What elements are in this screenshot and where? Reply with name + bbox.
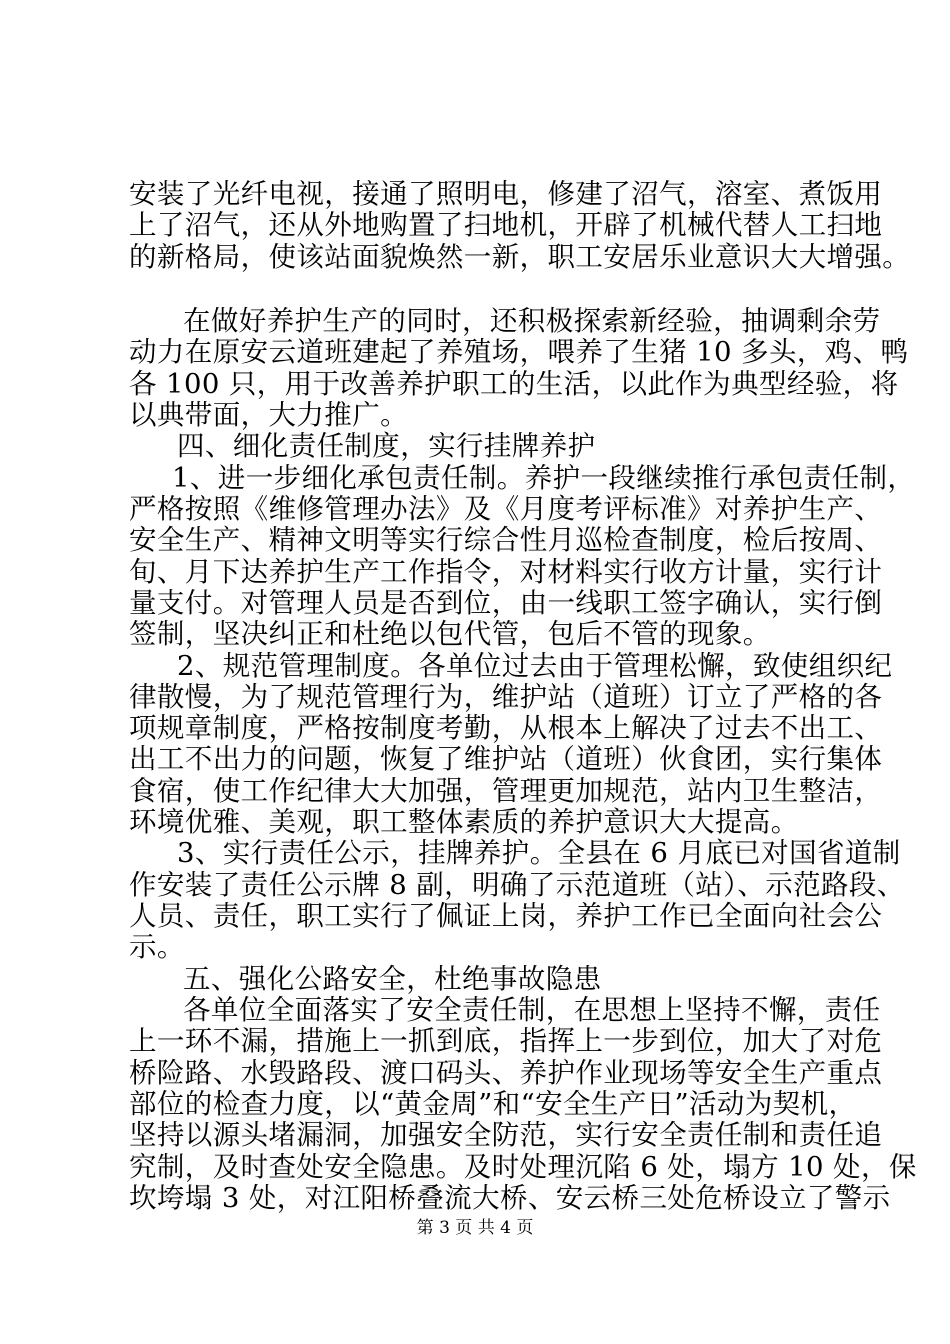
body-line: 签制，坚决纠正和杜绝以包代管，包后不管的现象。 [129,618,771,650]
body-line: 各单位全面落实了安全责任制，在思想上坚持不懈，责任 [183,994,881,1026]
body-line: 2、规范管理制度。各单位过去由于管理松懈，致使组织纪 [177,650,893,682]
body-line: 项规章制度，严格按制度考勤，从根本上解决了过去不出工、 [129,712,883,744]
body-line: 坚持以源头堵漏洞，加强安全防范，实行安全责任制和责任追 [129,1119,883,1151]
body-line: 量支付。对管理人员是否到位，由一线职工签字确认，实行倒 [129,587,883,619]
body-line: 以典带面，大力推广。 [129,399,408,431]
body-line: 1、进一步细化承包责任制。养护一段继续推行承包责任制， [172,462,916,494]
body-line: 严格按照《维修管理办法》及《月度考评标准》对养护生产、 [129,493,883,525]
body-line: 各 100 只，用于改善养护职工的生活，以此作为典型经验，将 [129,368,899,400]
body-line: 人员、责任，职工实行了佩证上岗，养护工作已全面向社会公 [129,900,883,932]
body-line: 部位的检查力度，以“黄金周”和“安全生产日”活动为契机， [129,1088,857,1120]
body-line: 食宿，使工作纪律大大加强，管理更加规范，站内卫生整洁， [129,775,883,807]
body-line: 出工不出力的问题，恢复了维护站（道班）伙食团，实行集体 [129,743,883,775]
body-line: 安全生产、精神文明等实行综合性月巡检查制度，检后按周、 [129,524,883,556]
body-line: 坎垮塌 3 处，对江阳桥叠流大桥、安云桥三处危桥设立了警示 [129,1182,891,1214]
body-line: 律散慢，为了规范管理行为，维护站（道班）订立了严格的各 [129,681,883,713]
body-line: 环境优雅、美观，职工整体素质的养护意识大大提高。 [129,806,799,838]
body-line: 3、实行责任公示，挂牌养护。全县在 6 月底已对国省道制 [177,837,901,869]
body-line: 的新格局，使该站面貌焕然一新，职工安居乐业意识大大增强。 [129,241,911,273]
body-line: 示。 [129,931,185,963]
body-line: 作安装了责任公示牌 8 副，明确了示范道班（站）、示范路段、 [129,869,905,901]
body-line: 上了沼气，还从外地购置了扫地机，开辟了机械代替人工扫地 [129,209,883,241]
body-line: 桥险路、水毁路段、渡口码头、养护作业现场等安全生产重点 [129,1057,883,1089]
body-line: 旬、月下达养护生产工作指令，对材料实行收方计量，实行计 [129,556,883,588]
body-line: 动力在原安云道班建起了养殖场，喂养了生猪 10 多头，鸡、鸭 [129,336,909,368]
body-line: 在做好养护生产的同时，还积极探索新经验，抽调剩余劳 [183,305,881,337]
body-line: 上一环不漏，措施上一抓到底，指挥上一步到位，加大了对危 [129,1025,883,1057]
body-line: 安装了光纤电视，接通了照明电，修建了沼气，溶室、煮饭用 [129,178,883,210]
section-heading: 五、强化公路安全，杜绝事故隐患 [183,963,602,995]
section-heading: 四、细化责任制度，实行挂牌养护 [177,430,596,462]
body-line: 究制，及时查处安全隐患。及时处理沉陷 6 处，塌方 10 处，保 [129,1151,917,1183]
page-footer: 第 3 页 共 4 页 [416,1218,534,1238]
